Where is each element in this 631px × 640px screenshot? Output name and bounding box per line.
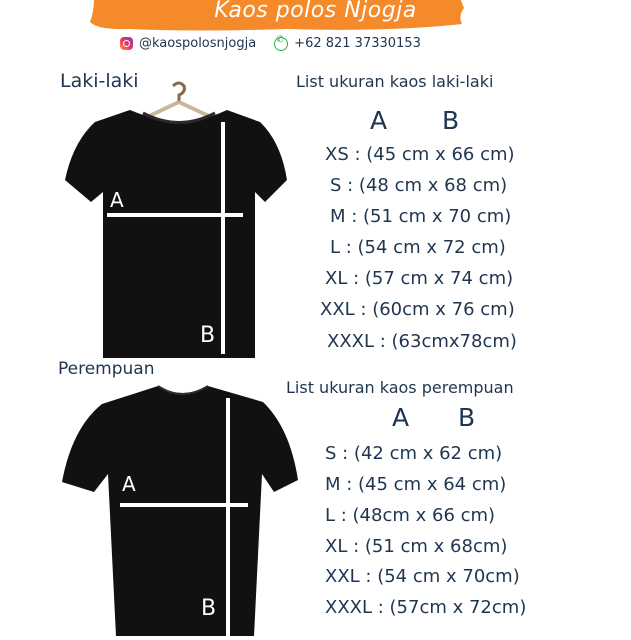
women-marker-a: A <box>122 472 136 496</box>
men-tshirt-diagram <box>55 80 295 365</box>
women-size-row: XXL : (54 cm x 70cm) <box>325 566 520 587</box>
men-size-row: L : (54 cm x 72 cm) <box>330 237 506 258</box>
women-column-a: A <box>392 403 410 432</box>
men-size-row: M : (51 cm x 70 cm) <box>330 206 512 227</box>
men-heading: Laki-laki <box>60 70 139 92</box>
women-size-row: L : (48cm x 66 cm) <box>325 505 496 526</box>
men-column-b: B <box>442 106 460 135</box>
women-list-title: List ukuran kaos perempuan <box>286 378 514 397</box>
men-size-row: XL : (57 cm x 74 cm) <box>325 268 514 289</box>
men-column-a: A <box>370 106 388 135</box>
women-size-row: XL : (51 cm x 68cm) <box>325 536 508 557</box>
women-heading: Perempuan <box>58 359 155 379</box>
women-size-row: M : (45 cm x 64 cm) <box>325 474 507 495</box>
men-size-row: XS : (45 cm x 66 cm) <box>325 144 515 165</box>
men-size-row: XXL : (60cm x 76 cm) <box>320 299 515 320</box>
women-size-row: XXXL : (57cm x 72cm) <box>325 597 527 618</box>
banner-title: Kaos polos Njogja <box>214 0 417 23</box>
women-tshirt-diagram <box>58 378 308 640</box>
instagram-handle: @kaospolosnjogja <box>139 36 257 51</box>
men-size-row: S : (48 cm x 68 cm) <box>330 175 508 196</box>
instagram-icon <box>120 37 133 50</box>
men-size-row: XXXL : (63cmx78cm) <box>327 331 517 352</box>
women-marker-b: B <box>201 596 217 621</box>
men-marker-a: A <box>110 188 124 212</box>
men-marker-b: B <box>200 323 216 348</box>
women-size-row: S : (42 cm x 62 cm) <box>325 443 503 464</box>
whatsapp-icon <box>274 37 288 51</box>
contact-line <box>120 36 421 51</box>
men-list-title: List ukuran kaos laki-laki <box>296 72 494 91</box>
whatsapp-number: +62 821 37330153 <box>294 36 421 51</box>
women-column-b: B <box>458 403 476 432</box>
